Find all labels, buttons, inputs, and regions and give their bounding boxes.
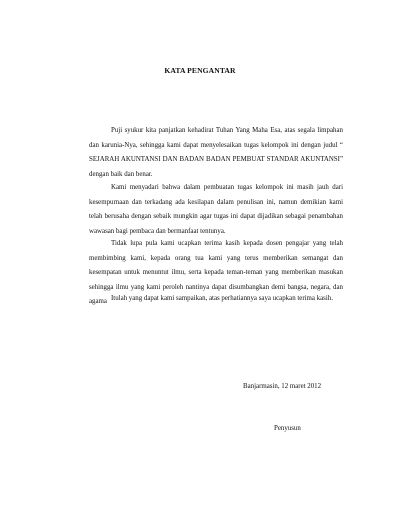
author-signature-label: Penyusun: [274, 425, 301, 432]
paragraph-acknowledgement: Kami menyadari bahwa dalam pembuatan tugas kelompok ini masih jauh dari kesempurnaan dan terkadang ada kesilapan dalam penulisan ini, namun demikian kami telah berusaha dengan sebaik mungkin agar tugas ini dapat dijadikan sebagai penambahan wawasan bagi pembaca dan bermanfaat tentunya.: [89, 184, 343, 235]
paragraph-gratitude: Puji syukur kita panjatkan kehadirat Tuhan Yang Maha Esa, atas segala limpahan dan karunia-Nya, sehingga kami dapat menyelesaikan tugas kelompok ini dengan judul “ SEJARAH AKUNTANSI DAN BADAN BADAN PEMBUAT STANDAR AKUNTANSI” dengan baik dan benar.: [89, 127, 343, 178]
page-title: KATA PENGANTAR: [164, 66, 236, 75]
paragraph-thanks: Tidak lupa pula kami ucapkan terima kasih kepada dosen pengajar yang telah membimbing kami, kepada orang tua kami yang terus memberikan semangat dan kesempatan untuk menuntut ilmu, serta kepada teman-teman yang memberikan masukan sehingga ilmu yang kami peroleh nantinya dapat disumbangkan demi bangsa, negara, dan agama: [89, 240, 343, 305]
paragraph-closing: Itulah yang dapat kami sampaikan, atas perhatiannya saya ucapkan terima kasih.: [111, 295, 333, 302]
place-date: Banjarmasin, 12 maret 2012: [243, 383, 322, 390]
